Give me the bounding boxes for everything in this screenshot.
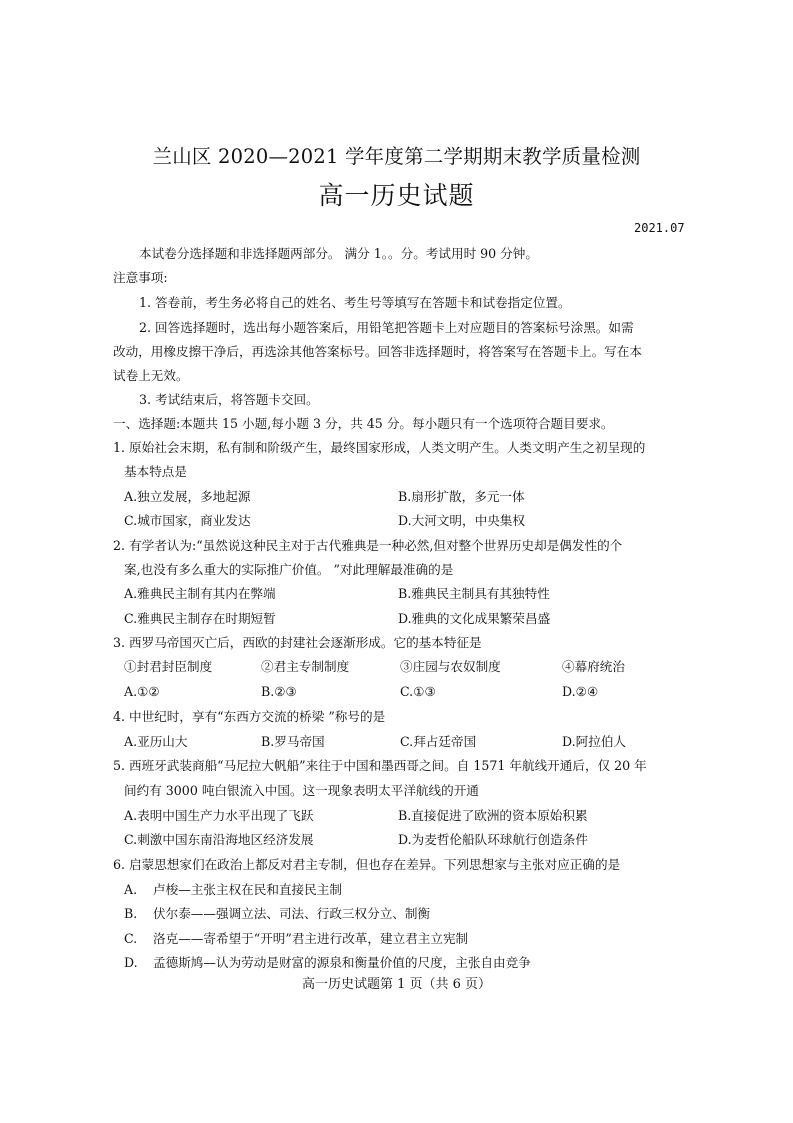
note-1: 1. 答卷前，考生务必将自己的姓名、考生号等填写在答题卡和试卷指定位置。 xyxy=(139,295,571,310)
q6-option-a: 卢梭—主张主权在民和直接民主制 xyxy=(153,882,342,897)
q4-option-d: D.阿拉伯人 xyxy=(562,734,627,749)
note-2-line-3: 试卷上无效。 xyxy=(113,368,189,383)
q1-option-d: D.大河文明，中央集权 xyxy=(398,513,525,528)
q5-option-a: A.表明中国生产力水平出现了飞跃 xyxy=(124,808,314,823)
q5-option-c: C.刺激中国东南沿海地区经济发展 xyxy=(124,832,314,847)
q6-stem-line-1: 6. 启蒙思想家们在政治上都反对君主专制，但也存在差异。下列思想家与主张对应正确的是 xyxy=(113,857,621,872)
q2-option-d: D.雅典的文化成果繁荣昌盛 xyxy=(398,611,551,626)
q6-option-c-label: C. xyxy=(124,931,138,946)
q6-option-b-label: B. xyxy=(124,906,138,921)
q2-stem-line-2: 案,也没有多么重大的实际推广价值。 ”对此理解最准确的是 xyxy=(124,562,454,577)
q6-option-a-label: A. xyxy=(124,882,138,897)
q3-item-3: ③庄园与农奴制度 xyxy=(400,659,501,674)
q6-option-d-label: D. xyxy=(124,955,138,970)
q5-stem-line-1: 5. 西班牙武装商船“马尼拉大帆船”来往于中国和墨西哥之间。自 1571 年航线开通后，仅 20 年 xyxy=(113,758,647,773)
q1-option-a: A.独立发展，多地起源 xyxy=(124,489,251,504)
q3-option-d: D.②④ xyxy=(562,684,599,699)
q3-option-b: B.②③ xyxy=(261,684,297,699)
q3-option-c: C.①③ xyxy=(400,684,436,699)
page-footer: 高一历史试题第 1 页（共 6 页） xyxy=(301,977,492,992)
q1-option-b: B.扇形扩散，多元一体 xyxy=(398,489,525,504)
q4-option-c: C.拜占廷帝国 xyxy=(400,734,477,749)
exam-date: 2021.07 xyxy=(634,221,685,235)
q3-option-a: A.①② xyxy=(124,684,160,699)
q6-option-b: 伏尔泰——强调立法、司法、行政三权分立、制衡 xyxy=(153,906,431,921)
exam-title: 兰山区 2020—2021 学年度第二学期期末教学质量检测 xyxy=(152,145,641,168)
note-2-line-2: 改动，用橡皮擦干净后，再选涂其他答案标号。回答非选择题时，将答案写在答题卡上。写在本 xyxy=(113,344,642,359)
q6-option-c: 洛克——寄希望于“开明”君主进行改革，建立君主立宪制 xyxy=(153,931,469,946)
q1-stem-line-2: 基本特点是 xyxy=(124,464,187,479)
q3-item-2: ②君主专制制度 xyxy=(261,659,350,674)
q4-option-b: B.罗马帝国 xyxy=(261,734,325,749)
q2-option-c: C.雅典民主制存在时期短暂 xyxy=(124,611,276,626)
q5-option-d: D.为麦哲伦船队环球航行创造条件 xyxy=(398,832,588,847)
q5-option-b: B.直接促进了欧洲的资本原始积累 xyxy=(398,808,588,823)
section-heading: 一、选择题:本题共 15 小题,每小题 3 分，共 45 分。每小题只有一个选项符合题目要求。 xyxy=(113,416,614,431)
q4-option-a: A.亚历山大 xyxy=(124,734,188,749)
q6-option-d: 孟德斯鸠—认为劳动是财富的源泉和衡量价值的尺度，主张自由竞争 xyxy=(153,955,531,970)
intro-line: 本试卷分选择题和非选择题两部分。 满分 1。。分。考试用时 90 分钟。 xyxy=(139,246,538,261)
q3-item-1: ①封君封臣制度 xyxy=(124,659,213,674)
q1-option-c: C.城市国家，商业发达 xyxy=(124,513,251,528)
q2-option-b: B.雅典民主制具有其独特性 xyxy=(398,586,550,601)
q2-option-a: A.雅典民主制有其内在弊端 xyxy=(124,586,276,601)
q4-stem-line-1: 4. 中世纪时，享有“东西方交流的桥梁 ”称号的是 xyxy=(113,709,386,724)
q5-stem-line-2: 间约有 3000 吨白银流入中国。这一现象表明太平洋航线的开通 xyxy=(124,783,479,798)
q3-item-4: ④幕府统治 xyxy=(562,659,625,674)
note-3: 3. 考试结束后，将答题卡交回。 xyxy=(139,392,319,407)
exam-subject-title: 高一历史试题 xyxy=(318,181,475,210)
notes-label: 注意事项: xyxy=(113,270,168,285)
q3-stem-line-1: 3. 西罗马帝国灭亡后，西欧的封建社会逐渐形成。它的基本特征是 xyxy=(113,635,482,650)
q2-stem-line-1: 2. 有学者认为:“虽然说这种民主对于古代雅典是一种必然,但对整个世界历史却是偶发性的个 xyxy=(113,538,623,553)
note-2-line-1: 2. 回答选择题时，选出每小题答案后，用铅笔把答题卡上对应题目的答案标号涂黑。如需 xyxy=(139,320,634,335)
q1-stem-line-1: 1. 原始社会末期，私有制和阶级产生，最终国家形成，人类文明产生。人类文明产生之初呈现的 xyxy=(113,440,646,455)
